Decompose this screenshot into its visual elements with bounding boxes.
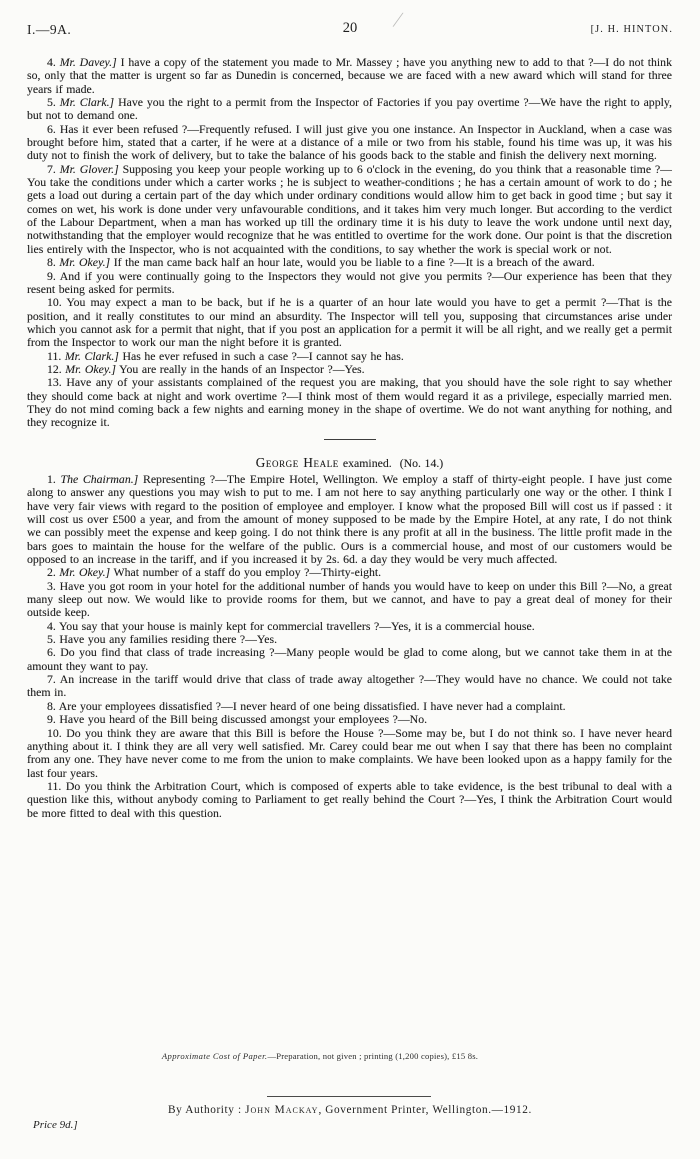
paragraph-number: 12. — [47, 361, 66, 376]
witness-name: George Heale — [255, 454, 339, 470]
printer-name: John Mackay — [245, 1104, 319, 1116]
speaker-name: Mr. Clark.] — [59, 95, 115, 110]
testimony-paragraph: 2. Mr. Okey.] What number of a staff do you employ ?—Thirty-eight. — [47, 565, 382, 580]
paragraph-number: 8. — [47, 255, 60, 270]
section-divider — [324, 439, 376, 440]
testimony-paragraph: 9. And if you were continually going to the Inspectors they would not give you permits ?—Our experience has been that they resent being asked for permits. — [27, 268, 672, 296]
paragraph-number: 5. — [47, 95, 60, 110]
paragraph-number: 9. — [47, 712, 60, 727]
speaker-name: Mr. Davey.] — [59, 55, 117, 69]
speaker-name: Mr. Okey.] — [65, 361, 117, 376]
speaker-name: Mr. Clark.] — [64, 348, 119, 363]
paragraph-number: 6. — [47, 645, 61, 660]
running-head-witness: [J. H. HINTON. — [590, 24, 673, 35]
testimony-paragraph: 6. Do you find that class of trade increasing ?—Many people would be glad to come along, but we cannot take them in at the amount they want to pay. — [27, 645, 672, 673]
paragraph-number: 10. — [47, 295, 67, 310]
testimony-paragraph: 8. Mr. Okey.] If the man came back half an hour late, would you be liable to a fine ?—It is a breach of the award. — [47, 255, 595, 270]
testimony-section-heale — [27, 473, 672, 820]
testimony-paragraph: 3. Have you got room in your hotel for the additional number of hands you would have to keep on under this Bill ?—No, a great many sleep out now. We would like to provide rooms for them, but we cannot, and have to pay a great deal of money for their outside keep. — [27, 578, 673, 620]
paper-number: I.—9A. — [27, 22, 72, 37]
authority-line — [0, 1104, 700, 1116]
testimony-paragraph: 4. You say that your house is mainly kept for commercial travellers ?—Yes, it is a commercial house. — [47, 618, 535, 633]
testimony-paragraph: 9. Have you heard of the Bill being discussed amongst your employees ?—No. — [47, 712, 428, 727]
testimony-paragraph: 4. Mr. Davey.] I have a copy of the statement you made to Mr. Massey ; have you anything new to add to that ?—I do not think so, only that the matter is urgent so far as Dunedin is concerned, because we are faced with a new award which will stand for three years if made. — [27, 55, 672, 96]
paragraph-number: 2. — [47, 565, 60, 580]
paragraph-number: 11. — [47, 778, 66, 793]
paragraph-number: 4. — [47, 618, 59, 633]
speaker-name: Mr. Okey.] — [59, 565, 111, 580]
testimony-paragraph: 7. Mr. Glover.] Supposing you keep your people working up to 6 o'clock in the evening, do you think that a reasonable time ?—You take the conditions under which a carter works ; he is subject to weather-conditions ; he has a certain amount of work to do ; he gets a load out during a certain part of the day which under ordinary conditions would allow him to get back in good time ; but say it comes on wet, his work is done under very unfavourable conditions, and it takes him very much longer. But according to the verdict of the Labour Department, when a man has worked up till the ordinary time it is his duty to leave the work undone until next day, notwithstanding that the employer would recognize that he was entitled to overtime for the work done. Our point is that the discretion lies entirely with the Inspector, who is not acquainted with the conditions, to say whether the work is special work or not. — [27, 161, 672, 256]
paragraph-number: 3. — [47, 578, 60, 593]
paragraph-number: 13. — [47, 375, 67, 390]
paragraph-number: 9. — [47, 268, 60, 283]
cost-note-detail: —Preparation, not given ; printing (1,200 copies), £15 8s. — [267, 1051, 479, 1061]
cost-note-title: Approximate Cost of Paper. — [161, 1051, 268, 1061]
price-note: Price 9d.] — [33, 1119, 78, 1131]
examination-heading — [27, 456, 672, 470]
paragraph-number: 1. — [47, 471, 61, 486]
testimony-paragraph: 13. Have any of your assistants complained of the request you are making, that you should have the sole right to say whether they should come back at night and work overtime ?—I think most of them would regard it as a privilege, especially married men. They do not mind coming back a few nights and earning money in the shape of overtime. We do not want anything for nothing, and they recognize it. — [27, 375, 673, 430]
examination-number: (No. 14.) — [399, 455, 444, 470]
paragraph-number: 7. — [47, 672, 60, 687]
testimony-paragraph: 11. Mr. Clark.] Has he ever refused in such a case ?—I cannot say he has. — [47, 348, 404, 363]
paragraph-number: 6. — [47, 121, 60, 136]
footer-divider — [267, 1096, 431, 1097]
testimony-paragraph: 5. Mr. Clark.] Have you the right to a permit from the Inspector of Factories if you pay overtime ?—We have the right to apply, but not to demand one. — [27, 95, 672, 123]
testimony-paragraph: 7. An increase in the tariff would drive that class of trade away altogether ?—They would have no chance. We could not take them in. — [27, 672, 673, 700]
paragraph-number: 7. — [47, 161, 60, 176]
testimony-paragraph: 8. Are your employees dissatisfied ?—I never heard of one being dissatisfied. I have never had a complaint. — [47, 698, 566, 713]
paragraph-number: 4. — [47, 55, 60, 69]
speaker-name: Mr. Okey.] — [59, 255, 111, 270]
paragraph-number: 10. — [47, 725, 67, 740]
testimony-paragraph: 10. You may expect a man to be back, but if he is a quarter of an hour late would you have to get a permit ?—That is the position, and it really constitutes to our mind an absurdity. The Inspector will tell you, supposing that circumstances arise under which you cannot ask for a permit that night, that if you post an application for a permit it will be all right, and we really get a permit from the Inspector to work our man the night before it is granted. — [27, 295, 672, 350]
authority-prefix: By Authority : — [168, 1104, 246, 1116]
paragraph-number: 5. — [47, 632, 60, 647]
heading-examined-label: examined. — [342, 455, 392, 470]
testimony-paragraph: 11. Do you think the Arbitration Court, which is composed of experts able to take evidence, is the best tribunal to deal with a question like this, without anybody coming to Parliament to get really behind the Court ?—Yes, I think the Arbitration Court would be more fitted to deal with this question. — [27, 778, 672, 820]
testimony-section-hinton — [27, 56, 672, 430]
page-number: 20 — [342, 20, 358, 36]
testimony-paragraph: 5. Have you any families residing there ?—Yes. — [47, 632, 278, 647]
testimony-paragraph: 6. Has it ever been refused ?—Frequently refused. I will just give you one instance. An Inspector in Auckland, when a case was brought before him, stated that a carter, if he were at a distance of a mile or two from his stable, found his time was up, it was his duty not to finish the work of delivery, but to take the balance of his goods back to the stable and finish the delivery next morning. — [27, 121, 672, 163]
testimony-paragraph: 1. The Chairman.] Representing ?—The Empire Hotel, Wellington. We employ a staff of thirty-eight people. I have just come along to answer any questions you may wish to put to me. I am not here to say anything particularly one way or the other. I think I have very fair views with regard to the position of employee and employer. I know what the proposed Bill will cost us if passed : it will cost us over £500 a year, and from the amount of money supposed to be made by the Empire Hotel, at any rate, I do not think we can possibly meet the expense and keep going. I do not think there is any profit at all in the business. The little profit made in the bars goes to maintain the house for the welfare of the public. Ours is a commercial house, and most of our customers would be opposed to an increase in the tariff, and if you increased it by 2s. 6d. a day they would be very much affected. — [27, 471, 672, 567]
cost-of-paper-note — [0, 1051, 640, 1061]
paragraph-number: 11. — [47, 348, 65, 363]
testimony-body — [27, 56, 672, 820]
paragraph-number: 8. — [47, 698, 59, 713]
testimony-paragraph: 10. Do you think they are aware that this Bill is before the House ?—Some may be, but I do not think so. I have never heard anything about it. I think they are all very well satisfied. Mr. Carey could bear me out when I say that there has been no complaint from any one. They have never come to me from the union to make complaints. We have been looked upon as a happy family for the last four years. — [27, 725, 673, 780]
authority-suffix: , Government Printer, Wellington.—1912. — [318, 1104, 532, 1116]
speaker-name: The Chairman.] — [60, 471, 139, 486]
speaker-name: Mr. Glover.] — [59, 161, 119, 176]
testimony-paragraph: 12. Mr. Okey.] You are really in the hands of an Inspector ?—Yes. — [47, 361, 365, 376]
page-header — [27, 20, 673, 40]
